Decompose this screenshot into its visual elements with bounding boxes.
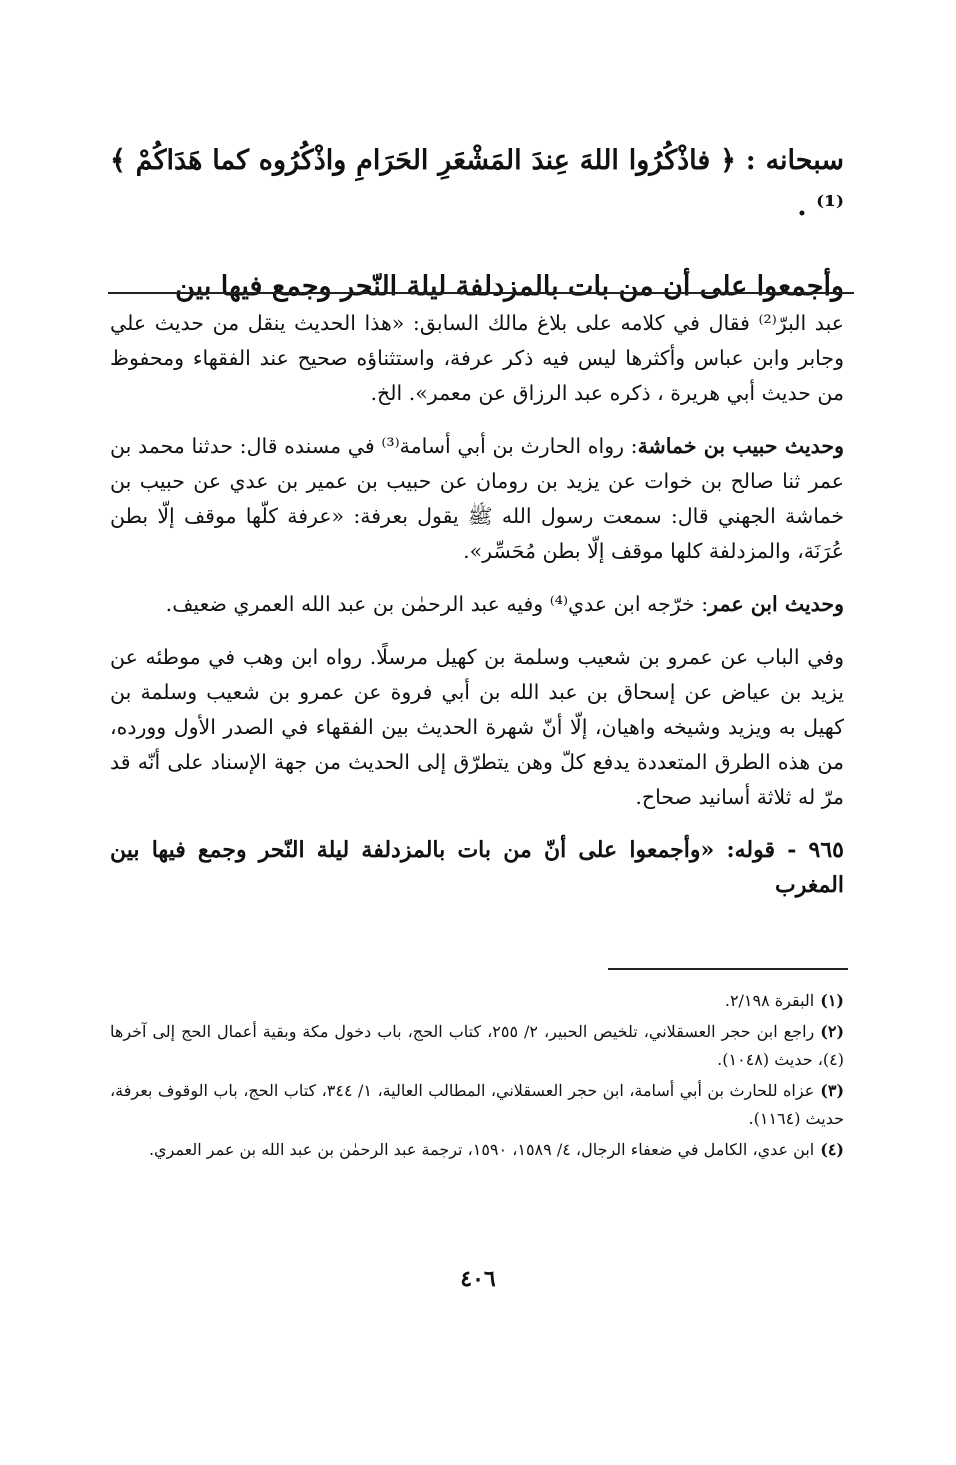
footnotes xyxy=(110,987,844,1167)
section-heading-965: ٩٦٥ - قوله: «وأجمعوا على أنّ من بات بالمزدلفة ليلة النّحر وجمع فيها بين المغرب xyxy=(110,837,844,898)
footnote-number: (٣) xyxy=(820,1081,845,1100)
footnote-divider xyxy=(608,968,848,970)
main-divider xyxy=(108,292,854,294)
footnote-text: عزاه للحارث بن أبي أسامة، ابن حجر العسقلاني، المطالب العالية، ١/ ٣٤٤، كتاب الحج، باب الوقوف بعرفة، حديث (١١٦٤). xyxy=(110,1081,844,1128)
paragraph-fi-al-bab: وفي الباب عن عمرو بن شعيب وسلمة بن كهيل مرسلًا. رواه ابن وهب في موطئه عن يزيد بن عياض عن إسحاق بن عبد الله بن أبي فروة عن عمرو بن شعيب وسلمة بن كهيل به ويزيد وشيخه واهيان، إلّا أنّ شهرة الحديث بين الفقهاء في الصدر الأول وورده، من هذه الطرق المتعددة يدفع كلّ وهن يتطرّق إلى الحديث من جهة الإسناد على أنّه قد مرّ له ثلاثة أسانيد صحاح. xyxy=(110,645,844,809)
paragraph-body: : رواه الحارث بن أبي أسامة⁽³⁾ في مسنده قال: حدثنا محمد بن عمر ثنا صالح بن خوات عن يزيد بن رومان عن حبيب بن عمير بن عدي عن حبيب بن خماشة الجهني قال: سمعت رسول الله ﷺ يقول بعرفة: «عرفة كلّها موقف إلّا بطن عُرَنَة، والمزدلفة كلها موقف إلّا بطن مُحَسِّر». xyxy=(110,434,844,563)
paragraph-lead: وحديث ابن عمر xyxy=(708,592,844,616)
footnote-number: (٢) xyxy=(820,1022,845,1041)
paragraph-habib-ibn-khamasha xyxy=(110,429,844,569)
paragraph-lead: وحديث حبيب بن خماشة xyxy=(637,434,844,458)
footnote-3 xyxy=(110,1077,844,1133)
consensus-line: وأجمعوا على أن من بات بالمزدلفة ليلة النّحر وجمع فيها بين xyxy=(175,271,844,302)
paragraph-body: : خرّجه ابن عدي⁽⁴⁾ وفيه عبد الرحمٰن بن عبد الله العمري ضعيف. xyxy=(165,592,709,616)
paragraph-ibn-umar xyxy=(110,587,844,622)
page-number: ٤٠٦ xyxy=(460,1266,496,1292)
commentary-text xyxy=(110,306,844,921)
paragraph-ibn-abd-al-barr: عبد البرّ⁽²⁾ فقال في كلامه على بلاغ مالك السابق: «هذا الحديث ينقل من حديث علي وجابر وابن عباس وأكثرها ليس فيه ذكر عرفة، واستثناؤه صحيح عند الفقهاء ومحفوظ من حديث أبي هريرة ، ذكره عبد الرزاق عن معمر». الخ. xyxy=(110,311,844,405)
footnote-2 xyxy=(110,1018,844,1074)
footnote-text: راجع ابن حجر العسقلاني، تلخيص الحبير، ٢/ ٢٥٥، كتاب الحج، باب دخول مكة وبقية أعمال الحج إلى آخرها (٤)، حديث (١٠٤٨). xyxy=(110,1022,844,1069)
footnote-text: ابن عدي، الكامل في ضعفاء الرجال، ٤/ ١٥٨٩، ١٥٩٠، ترجمة عبد الرحمٰن بن عبد الله بن عمر العمري. xyxy=(148,1140,815,1159)
footnote-text: البقرة ٢/١٩٨. xyxy=(724,991,815,1010)
footnote-number: (٤) xyxy=(820,1140,844,1159)
footnote-4 xyxy=(110,1136,844,1164)
footnote-1 xyxy=(110,987,844,1015)
footnote-number: (١) xyxy=(820,991,844,1010)
verse-line: سبحانه : ﴿ فاذْكُرُوا اللهَ عِندَ المَشْعَرِ الحَرَامِ واذْكُرُوه كما هَدَاكُمْ ﴾⁽¹⁾ . xyxy=(110,145,844,222)
